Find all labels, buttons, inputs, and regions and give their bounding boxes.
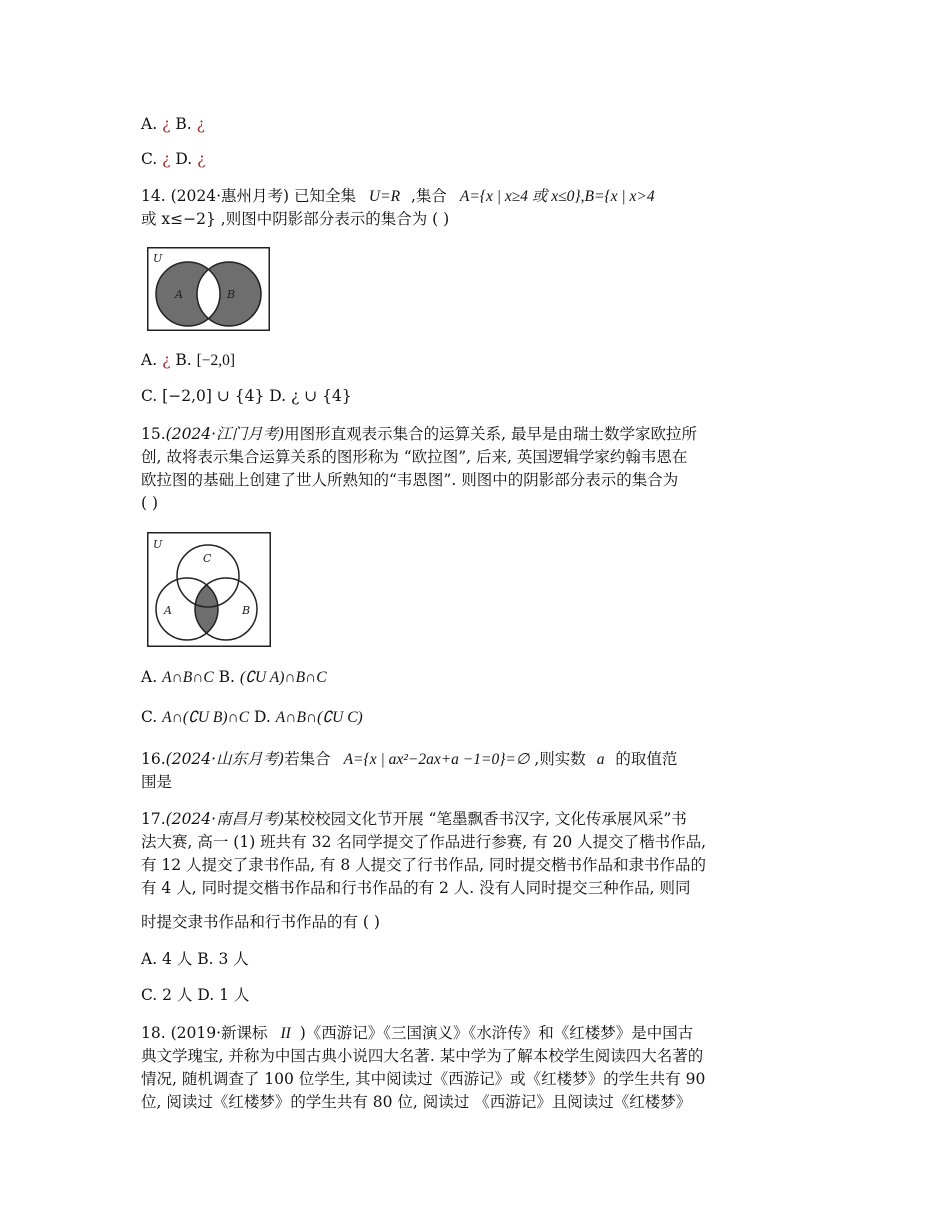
q14-options-ab — [141, 349, 235, 372]
q13-option-c-label: C. — [141, 150, 158, 168]
q15-label-b: B — [242, 604, 251, 617]
q14-option-a-value: ¿ — [162, 351, 171, 369]
q15-source: (2024·江门月考) — [165, 425, 285, 443]
q15-options-cd — [141, 706, 363, 729]
q14-option-c-value: [−2,0] ∪ {4} — [162, 387, 265, 405]
q18-line-1 — [141, 1022, 693, 1045]
q15-line-2: 创, 故将表示集合运算关系的图形称为 “欧拉图”, 后来, 英国逻辑学家约翰韦恩在 — [141, 448, 688, 466]
q15-option-d-label: D. — [254, 708, 271, 726]
q14-option-d-value: ¿ ∪ {4} — [291, 387, 352, 405]
q14-label-b: B — [227, 288, 236, 301]
q14-option-c-label: C. — [141, 387, 158, 405]
q15-option-a-value: A∩B∩C — [162, 669, 214, 686]
q16-number: 16. — [141, 750, 166, 768]
q18-stem-start: 18. (2019·新课标 — [141, 1024, 268, 1042]
q17-line-4: 有 4 人, 同时提交楷书作品和行书作品的有 2 人. 没有人同时提交三种作品, 则同 — [141, 879, 691, 897]
q15-option-c-label: C. — [141, 708, 158, 726]
q13-option-a-value: ¿ — [162, 115, 171, 133]
q18-line-3: 情况, 随机调查了 100 位学生, 其中阅读过《西游记》或《红楼梦》的学生共有 90 — [141, 1070, 706, 1088]
q17-options-ab: A. 4 人 B. 3 人 — [141, 950, 249, 968]
q14-line-1 — [141, 185, 655, 208]
q15-options-ab — [141, 666, 327, 689]
q17-number: 17. — [141, 810, 166, 828]
q15-line-1 — [141, 423, 697, 445]
q14-option-b-value: [−2,0] — [196, 352, 236, 369]
q15-option-d-value: A∩B∩(∁U C) — [275, 709, 363, 726]
q15-label-a: A — [164, 604, 172, 617]
q16-source: (2024·山东月考) — [165, 750, 285, 768]
q18-line-2: 典文学瑰宝, 并称为中国古典小说四大名著. 某中学为了解本校学生阅读四大名著的 — [141, 1047, 704, 1065]
q16-variable: a — [596, 751, 605, 768]
q17-source: (2024·南昌月考) — [165, 810, 285, 828]
q14-set-definition: A={x | x≥4 或 x≤0},B={x | x>4 — [459, 188, 655, 205]
q14-label-a: A — [175, 288, 183, 301]
q15-option-a-label: A. — [141, 668, 158, 686]
q14-line-2: 或 x≤−2} ,则图中阴影部分表示的集合为 ( ) — [141, 210, 450, 228]
q17-line-5: 时提交隶书作品和行书作品的有 ( ) — [141, 913, 380, 931]
q13-options-ab — [141, 113, 205, 135]
q14-stem-start: 14. (2024·惠州月考) 已知全集 — [141, 187, 356, 205]
q17-line-1 — [141, 808, 687, 830]
q16-stem-start: 若集合 — [284, 750, 331, 768]
q13-option-d-label: D. — [175, 150, 193, 168]
q17-stem-start: 某校校园文化节开展 “笔墨飘香书汉字, 文化传承展风采”书 — [284, 810, 687, 828]
q15-line-3: 欧拉图的基础上创建了世人所熟知的“韦恩图”. 则图中的阴影部分表示的集合为 — [141, 471, 679, 489]
q17-line-2: 法大赛, 高一 (1) 班共有 32 名同学提交了作品进行参赛, 有 20 人提交了楷书作品, — [141, 833, 707, 851]
q14-option-b-label: B. — [175, 351, 192, 369]
q15-line-4: ( ) — [141, 494, 159, 512]
q14-label-u: U — [153, 252, 163, 265]
q13-option-b-label: B. — [175, 115, 192, 133]
q13-option-b-value: ¿ — [196, 115, 205, 133]
q15-label-u: U — [153, 538, 163, 551]
q17-line-3: 有 12 人提交了隶书作品, 有 8 人提交了行书作品, 同时提交楷书作品和隶书作品的 — [141, 856, 707, 874]
q14-universal-set: U=R — [368, 188, 401, 205]
q18-roman-numeral: II — [280, 1025, 291, 1042]
q15-option-b-value: (∁U A)∩B∩C — [239, 669, 327, 686]
q14-venn-diagram — [147, 247, 270, 331]
q15-option-c-value: A∩(∁U B)∩C — [162, 709, 250, 726]
q14-stem-mid: ,集合 — [410, 187, 447, 205]
q15-stem-start: 用图形直观表示集合的运算关系, 最早是由瑞士数学家欧拉所 — [284, 425, 697, 443]
q13-options-cd — [141, 148, 205, 170]
q14-option-d-label: D. — [269, 387, 287, 405]
q15-number: 15. — [141, 425, 166, 443]
q16-stem-mid: ,则实数 — [534, 750, 586, 768]
q13-option-d-value: ¿ — [197, 150, 206, 168]
q15-label-c: C — [203, 552, 212, 565]
q18-line-4: 位, 阅读过《红楼梦》的学生共有 80 位, 阅读过 《西游记》且阅读过《红楼梦》 — [141, 1093, 692, 1111]
q14-options-cd — [141, 385, 352, 407]
q15-option-b-label: B. — [218, 668, 235, 686]
q14-option-a-label: A. — [141, 351, 158, 369]
q16-line-2: 围是 — [141, 773, 173, 791]
q16-line-1 — [141, 748, 677, 771]
q15-venn-diagram — [147, 532, 271, 647]
q18-stem-rest: )《西游记》《三国演义》《水浒传》和《红楼梦》是中国古 — [299, 1024, 694, 1042]
q17-options-cd: C. 2 人 D. 1 人 — [141, 986, 250, 1004]
q13-option-a-label: A. — [141, 115, 158, 133]
q16-stem-end: 的取值范 — [615, 750, 678, 768]
q13-option-c-value: ¿ — [162, 150, 171, 168]
q16-set-definition: A={x | ax²−2ax+a −1=0}=∅ — [343, 751, 530, 768]
